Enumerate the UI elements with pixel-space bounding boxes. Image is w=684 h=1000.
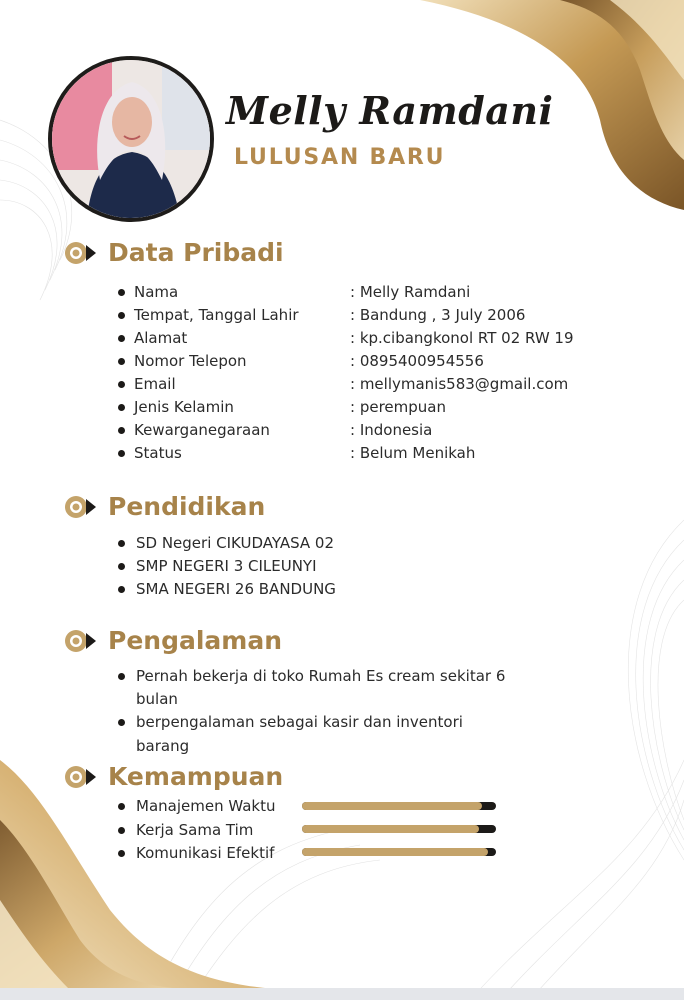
bullet-dot [118, 586, 125, 593]
skill-name: Manajemen Waktu [136, 797, 276, 815]
field-label: Alamat [134, 329, 188, 347]
skill-level-bar [302, 848, 496, 856]
bullet-circle-arrow-icon [64, 495, 98, 519]
field-value: : kp.cibangkonol RT 02 RW 19 [350, 329, 574, 347]
section-header-personal [64, 238, 284, 267]
experience-text-line1: berpengalaman sebagai kasir dan inventori [136, 713, 463, 731]
bullet-dot [118, 358, 125, 365]
field-label: Nama [134, 283, 179, 301]
bullet-dot [118, 312, 125, 319]
field-value: : perempuan [350, 398, 446, 416]
education-text: SMA NEGERI 26 BANDUNG [136, 580, 336, 598]
education-text: SMP NEGERI 3 CILEUNYI [136, 557, 317, 575]
section-title-skills: Kemampuan [108, 762, 284, 791]
skill-name: Komunikasi Efektif [136, 844, 275, 862]
bullet-dot [118, 289, 125, 296]
field-label: Status [134, 444, 182, 462]
bullet-dot [118, 803, 125, 810]
bottom-scroll-strip [0, 988, 684, 1000]
section-header-skills [64, 762, 283, 791]
section-title-personal: Data Pribadi [108, 238, 284, 267]
skill-level-fill [302, 802, 482, 810]
field-value: : Belum Menikah [350, 444, 476, 462]
field-value: : 0895400954556 [350, 352, 484, 370]
bullet-dot [118, 673, 125, 680]
skill-level-fill [302, 825, 479, 833]
profile-photo-image [52, 60, 210, 218]
bullet-dot [118, 827, 125, 834]
skill-level-fill [302, 848, 488, 856]
field-label: Kewarganegaraan [134, 421, 270, 439]
section-title-education: Pendidikan [108, 492, 266, 521]
full-name: Melly Ramdani [226, 88, 554, 133]
field-label: Jenis Kelamin [134, 398, 234, 416]
bullet-dot [118, 563, 125, 570]
field-label: Email [134, 375, 176, 393]
education-text: SD Negeri CIKUDAYASA 02 [136, 534, 335, 552]
skill-name: Kerja Sama Tim [136, 821, 254, 839]
skill-level-bar [302, 825, 496, 833]
field-label: Tempat, Tanggal Lahir [134, 306, 299, 324]
bullet-dot [118, 427, 125, 434]
section-header-experience [64, 626, 282, 655]
bullet-dot [118, 850, 125, 857]
field-value: : mellymanis583@gmail.com [350, 375, 569, 393]
job-title: LULUSAN BARU [234, 145, 446, 170]
bullet-circle-arrow-icon [64, 765, 98, 789]
bullet-dot [118, 335, 125, 342]
skill-level-bar [302, 802, 496, 810]
bullet-circle-arrow-icon [64, 241, 98, 265]
field-value: : Indonesia [350, 421, 433, 439]
bullet-dot [118, 540, 125, 547]
section-header-education [64, 492, 265, 521]
experience-text-line2: bulan [136, 690, 178, 708]
field-value: : Melly Ramdani [350, 283, 471, 301]
field-value: : Bandung , 3 July 2006 [350, 306, 526, 324]
bullet-dot [118, 719, 125, 726]
experience-text-line2: barang [136, 737, 190, 755]
section-title-experience: Pengalaman [108, 626, 282, 655]
bullet-dot [118, 450, 125, 457]
bullet-dot [118, 381, 125, 388]
field-label: Nomor Telepon [134, 352, 247, 370]
bullet-circle-arrow-icon [64, 629, 98, 653]
bullet-dot [118, 404, 125, 411]
experience-text-line1: Pernah bekerja di toko Rumah Es cream sekitar 6 [136, 667, 506, 685]
profile-photo [48, 56, 214, 222]
